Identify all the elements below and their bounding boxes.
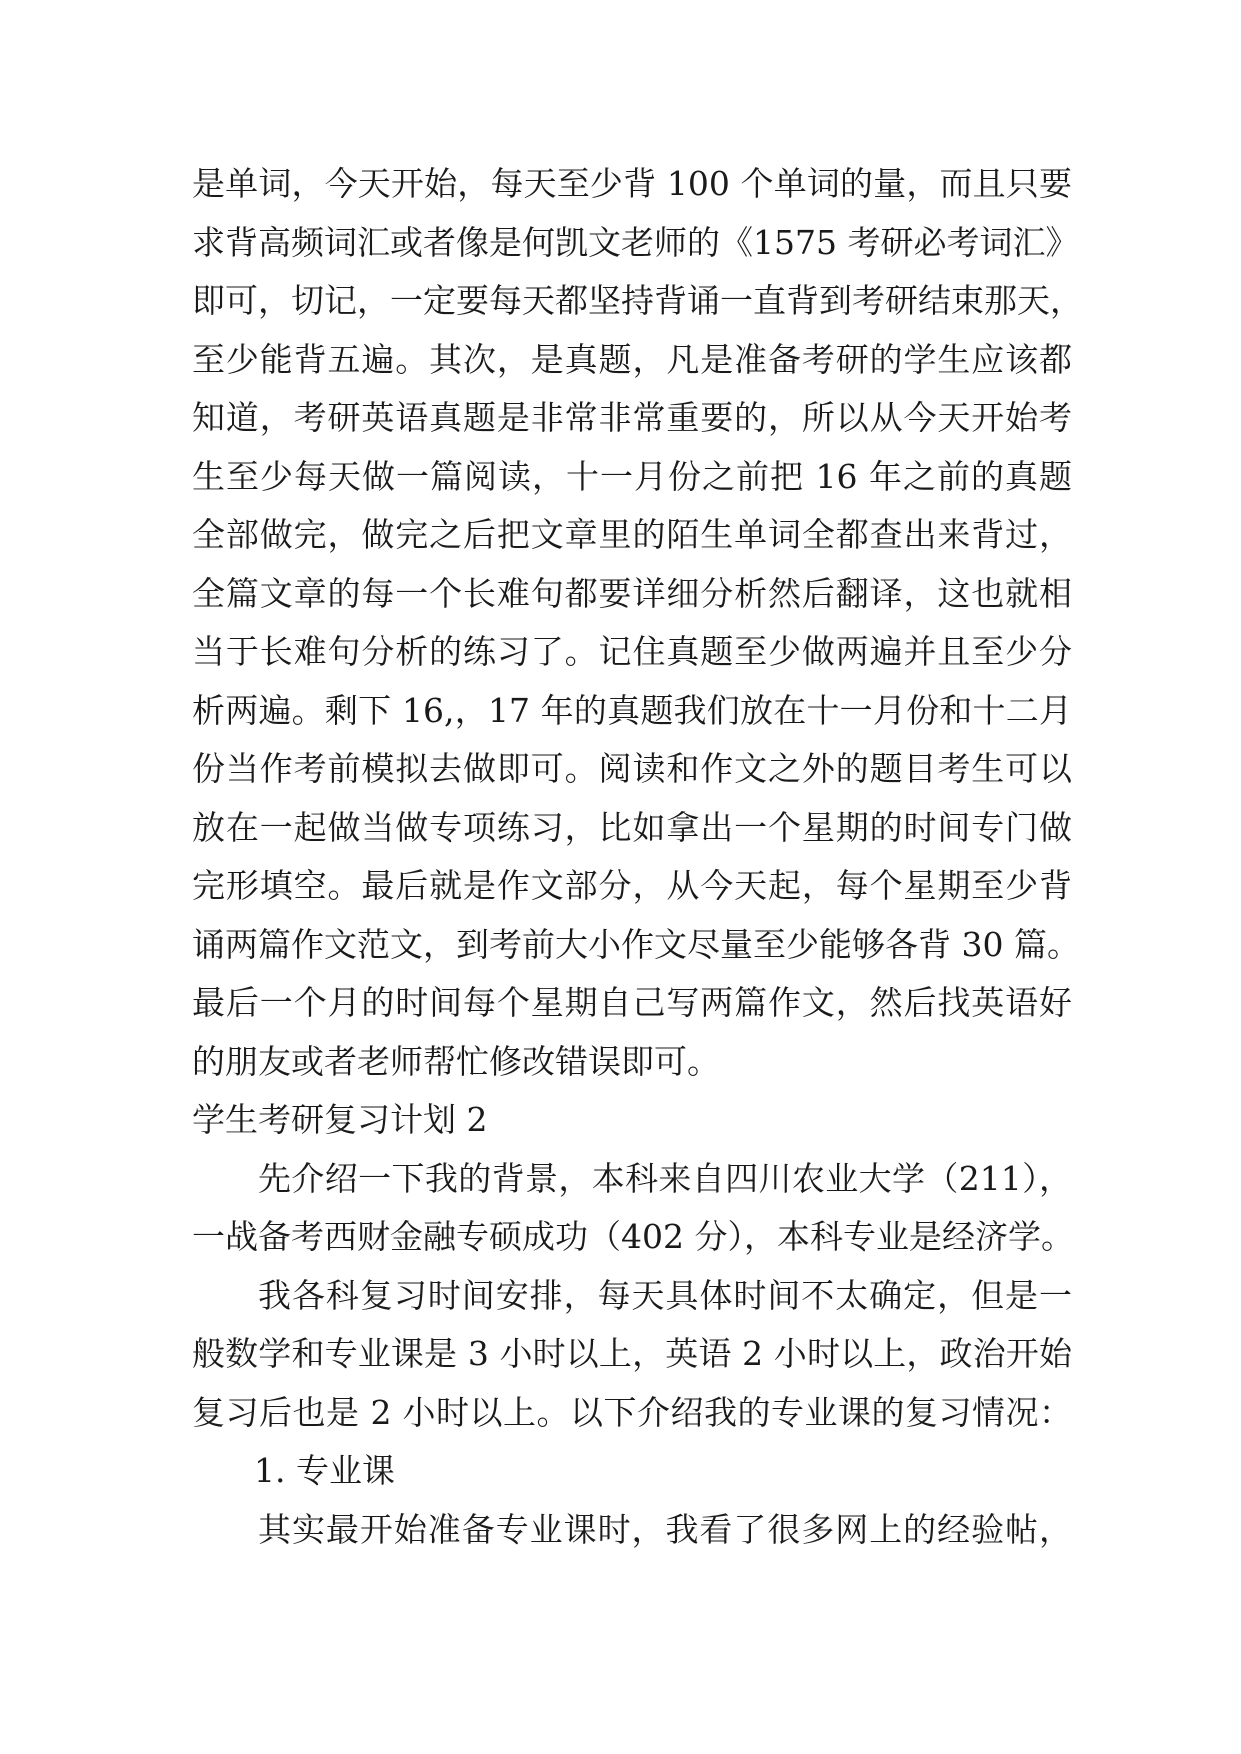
text-line: 的朋友或者老师帮忙修改错误即可。 (192, 1041, 720, 1081)
text-line: 即可，切记，一定要每天都坚持背诵一直背到考研结束那天， (192, 281, 1083, 320)
text-line: 最后一个月的时间每个星期自己写两篇作文，然后找英语好 (192, 983, 1072, 1022)
text-line: 复习后也是 2 小时以上。以下介绍我的专业课的复习情况： (192, 1392, 1072, 1432)
text-line: 其实最开始准备专业课时，我看了很多网上的经验帖， (258, 1509, 1072, 1549)
document-body (192, 155, 1083, 1559)
text-line: 我各科复习时间安排，每天具体时间不太确定，但是一 (258, 1275, 1072, 1315)
text-line: 放在一起做当做专项练习，比如拿出一个星期的时间专门做 (192, 807, 1072, 847)
text-line: 全部做完，做完之后把文章里的陌生单词全都查出来背过， (192, 515, 1072, 554)
text-line: 当于长难句分析的练习了。记住真题至少做两遍并且至少分 (192, 632, 1072, 671)
section-heading: 学生考研复习计划 2 (192, 1100, 488, 1139)
text-line: 份当作考前模拟去做即可。阅读和作文之外的题目考生可以 (192, 749, 1072, 788)
text-line: 一战备考西财金融专硕成功（402 分），本科专业是经济学。 (192, 1217, 1074, 1256)
text-line: 先介绍一下我的背景，本科来自四川农业大学（211）， (258, 1158, 1072, 1198)
text-line: 是单词，今天开始，每天至少背 100 个单词的量，而且只要 (192, 164, 1072, 203)
list-item-heading: 1. 专业课 (254, 1451, 395, 1490)
text-line: 生至少每天做一篇阅读，十一月份之前把 16 年之前的真题 (192, 456, 1072, 496)
text-line: 至少能背五遍。其次，是真题，凡是准备考研的学生应该都 (192, 339, 1072, 379)
text-line: 完形填空。最后就是作文部分，从今天起，每个星期至少背 (192, 866, 1072, 905)
text-line: 求背高频词汇或者像是何凯文老师的《1575 考研必考词汇》 (192, 222, 1079, 262)
text-line: 诵两篇作文范文，到考前大小作文尽量至少能够各背 30 篇。 (192, 924, 1080, 964)
text-line: 知道，考研英语真题是非常非常重要的，所以从今天开始考 (192, 398, 1072, 437)
text-line: 般数学和专业课是 3 小时以上，英语 2 小时以上，政治开始 (192, 1334, 1072, 1373)
text-line: 析两遍。剩下 16,，17 年的真题我们放在十一月份和十二月 (192, 690, 1072, 730)
text-line: 全篇文章的每一个长难句都要详细分析然后翻译，这也就相 (192, 573, 1072, 613)
